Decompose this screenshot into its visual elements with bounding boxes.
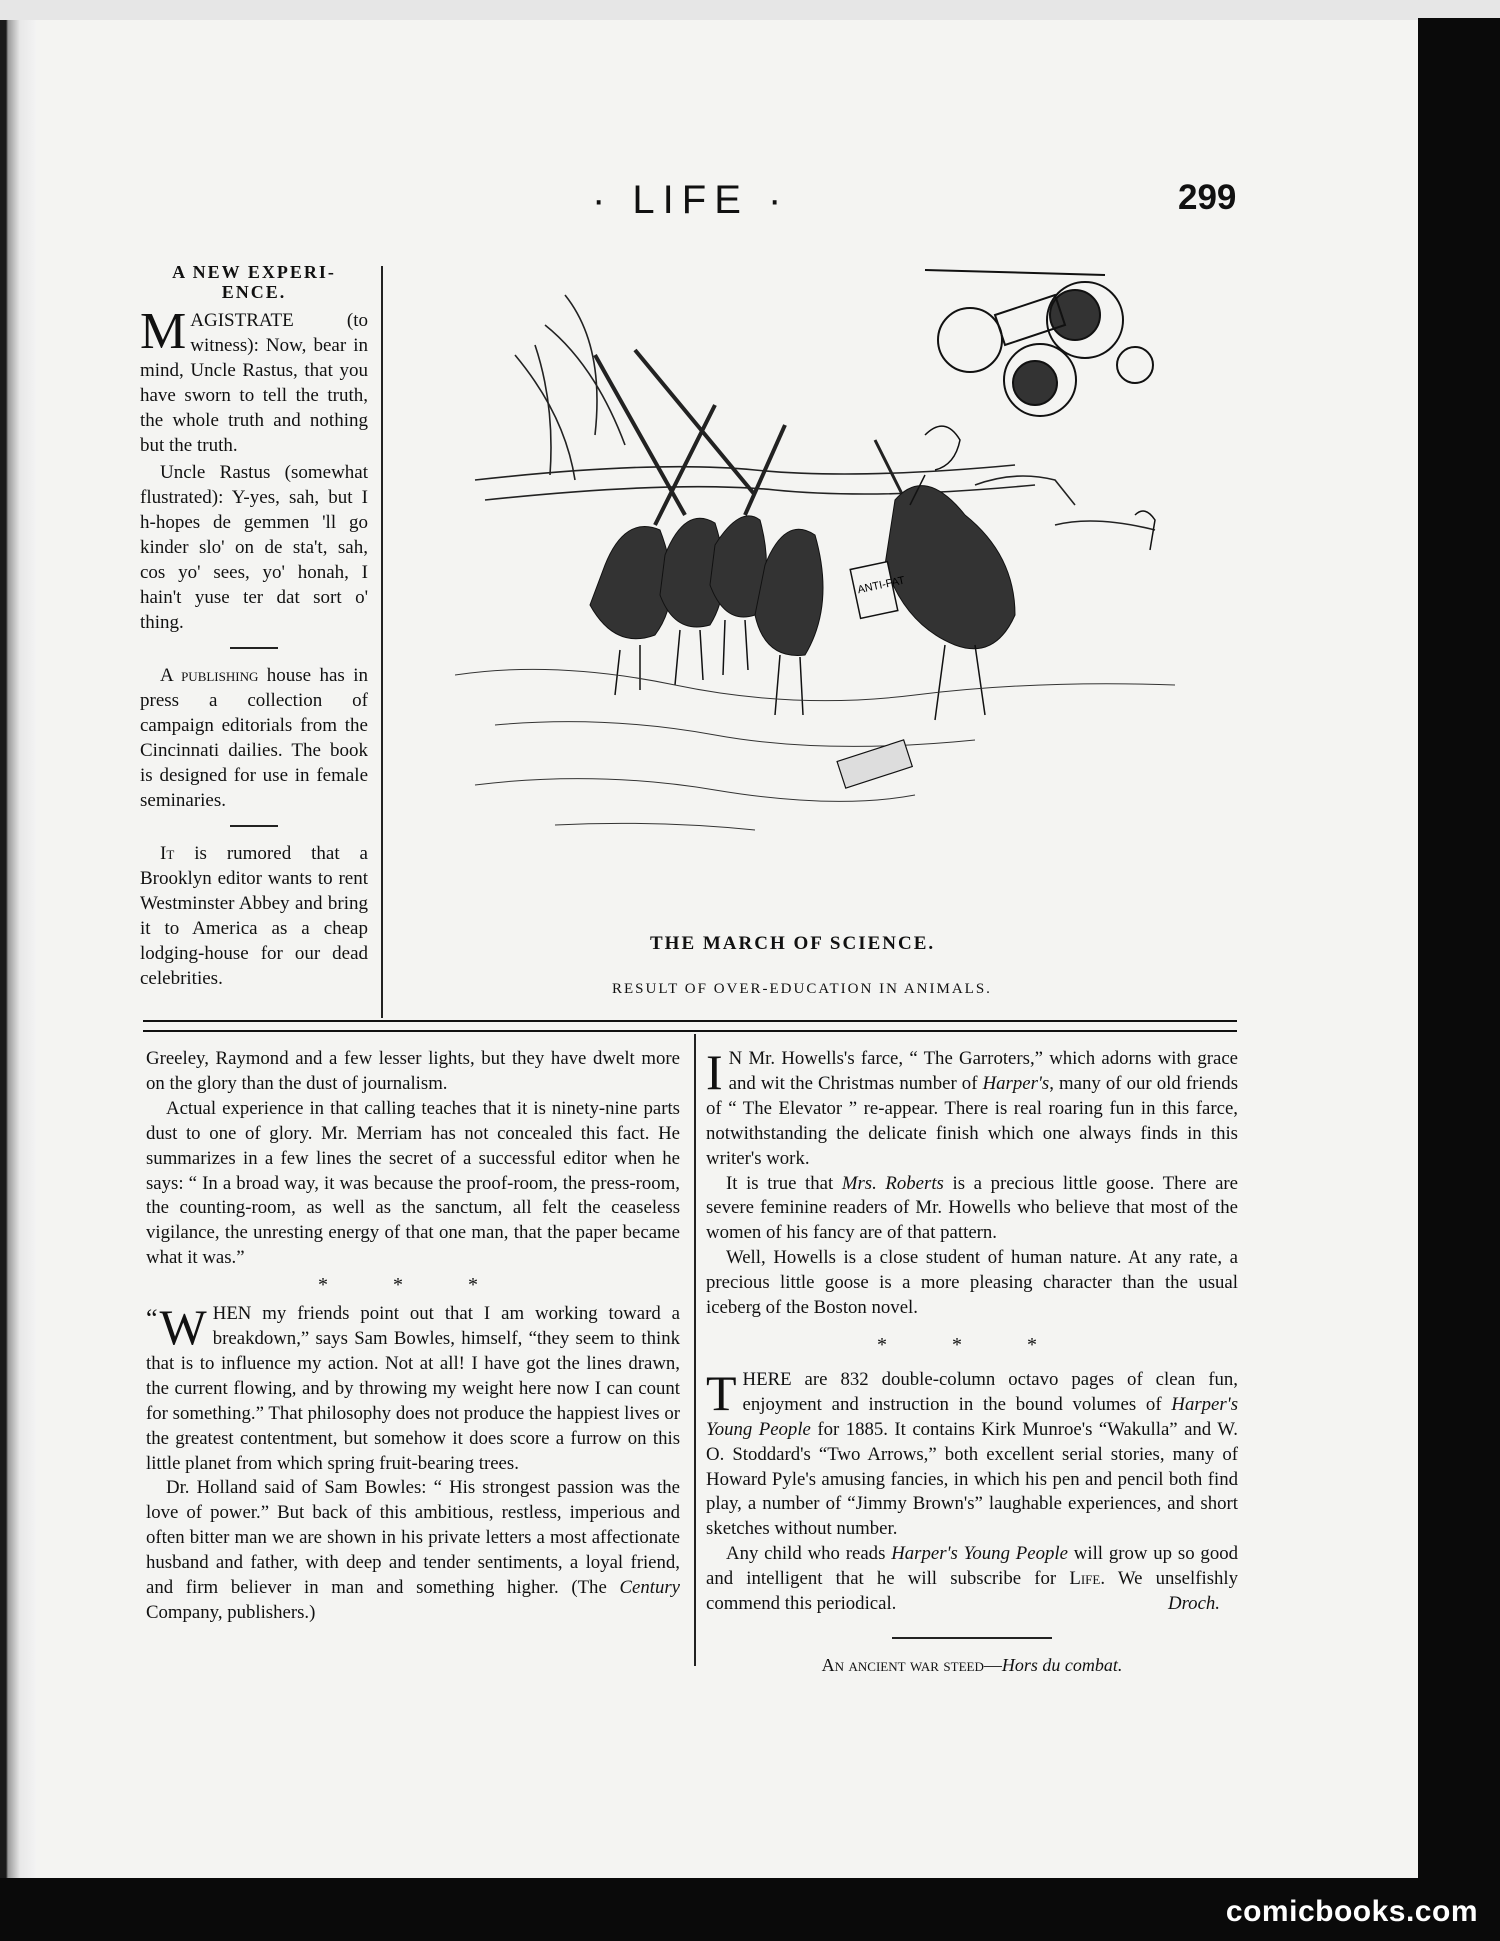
paragraph-howells: I N Mr. Howells's farce, “ The Garroters,” which adorns with grace and wit the Christmas number of Harper's, many of our old friends of “ The Elevator ” re-appear. There is real roaring fun in this farce, notwithstanding the delicate finish which one always finds in this writer's work. (706, 1044, 1239, 1169)
sidebar-paragraph-publishing: A publishing house has in press a collection of campaign editorials from the Cincinnati dailies. The book is designed for use in female seminaries. (140, 665, 368, 811)
sidebar-title (140, 262, 368, 302)
opening-quote: “ (146, 1304, 158, 1334)
paragraph: It is true that Mrs. Roberts is a precious little goose. There are severe feminine readers of Mr. Howells who believe that most of the women of his fancy are of that pattern. (706, 1172, 1238, 1244)
separator (892, 1637, 1052, 1639)
turkey-illustration (455, 265, 1175, 875)
drop-cap: M (140, 303, 187, 360)
scan-left-edge (0, 20, 36, 1890)
scan-right-edge (1418, 18, 1500, 1898)
paragraph-bowles: “ W HEN my friends point out that I am working toward a breakdown,” says Sam Bowles, himself, “they seem to think that is to influence my action. Not at all! I have got the lines drawn, the current flowing, and by throwing my weight here now I can count for something.” That philosophy does not produce the happiest lives or the greatest contentment, but somehow it does score a furrow on this little planet from which spring fruit-bearing trees. (146, 1299, 680, 1474)
drop-cap: T (706, 1364, 737, 1421)
paragraph: Well, Howells is a close student of human nature. At any rate, a precious little goose is a more pleasing character than the usual iceberg of the Boston novel. (706, 1247, 1238, 1319)
anti-fat-sign: ANTI-FAT (856, 574, 907, 597)
column-divider (694, 1034, 696, 1666)
masthead: · LIFE · (592, 178, 790, 222)
illustration-subcaption: RESULT OF OVER-EDUCATION IN ANIMALS. (612, 981, 992, 997)
sidebar-title-line2: ENCE. (221, 282, 287, 302)
sidebar-title-line1: A NEW EXPERI- (172, 262, 336, 282)
sidebar-paragraph-rumored: It is rumored that a Brooklyn editor wants to rent Westminster Abbey and bring it to America as a cheap lodging-house for our dead celebrities. (140, 843, 368, 989)
signature: Droch. (1168, 1593, 1220, 1615)
paragraph-harpers-young-people: THERE are 832 double-column octavo pages of clean fun, enjoyment and instruction in the bound volumes of Harper's Young People for 1885. It contains Kirk Munroe's “Wakulla” and W. O. Stoddard's “Two Arrows,” both excellent serial stories, many of Howard Pyle's amusing fancies, in which his pen and pencil both find play, a number of “Jimmy Brown's” laughable experiences, and short sketches without number. (706, 1364, 1238, 1540)
sidebar-paragraph-rastus: Uncle Rastus (somewhat flustrated): Y-yes, sah, but I h-hopes de gemmen 'll go kinder slo' on de sta't, sah, cos yo' sees, yo' honah, I hain't yuse ter dat sort o' thing. (140, 462, 368, 633)
article-column-right (706, 1044, 1239, 1678)
sidebar-paragraph-magistrate: MAGISTRATE (to witness): Now, bear in mind, Uncle Rastus, that you have sworn to tell the truth, the whole truth and nothing but the truth. (140, 303, 368, 456)
paragraph: Greeley, Raymond and a few lesser lights, but they have dwelt more on the glory than the dust of journalism. (146, 1048, 680, 1094)
drop-cap: W (159, 1299, 207, 1356)
section-stars: * * * (318, 1274, 508, 1297)
paragraph: Actual experience in that calling teaches that it is ninety-nine parts dust to one of glory. Mr. Merriam has not concealed this fact. He summarizes in a few lines the secret of a successful editor when he says: “ In a broad way, it was because the proof-room, the press-room, the counting-room, as well as the sanctum, all felt the ceaseless vigilance, the unresting energy of that one man, that the paper became what it was.” (146, 1097, 680, 1269)
separator (230, 647, 278, 649)
paragraph: Any child who reads Harper's Young People will grow up so good and intelligent that he will subscribe for Life. We unselfishly commend this periodical. Droch. (706, 1542, 1238, 1617)
section-stars: * * * (877, 1333, 1067, 1356)
section-divider (143, 1020, 1237, 1032)
sidebar-column (140, 262, 368, 993)
war-steed-caption: An ancient war steed—Hors du combat. (821, 1654, 1123, 1675)
page-header (0, 178, 1500, 238)
illustration-caption: THE MARCH OF SCIENCE. (650, 933, 936, 954)
paragraph-holland: Dr. Holland said of Sam Bowles: “ His strongest passion was the love of power.” But back of this ambitious, restless, imperious and often bitter man we are shown in his private letters a most affectionate husband and father, with deep and tender sentiments, a loyal friend, and firm believer in man and something higher. (The Century Company, publishers.) (146, 1477, 680, 1623)
page-number: 299 (1178, 178, 1237, 217)
sidebar-divider (381, 266, 383, 1018)
article-column-left (146, 1047, 680, 1626)
separator (230, 825, 278, 827)
drop-cap: I (706, 1044, 723, 1100)
watermark: comicbooks.com (1225, 1895, 1478, 1928)
